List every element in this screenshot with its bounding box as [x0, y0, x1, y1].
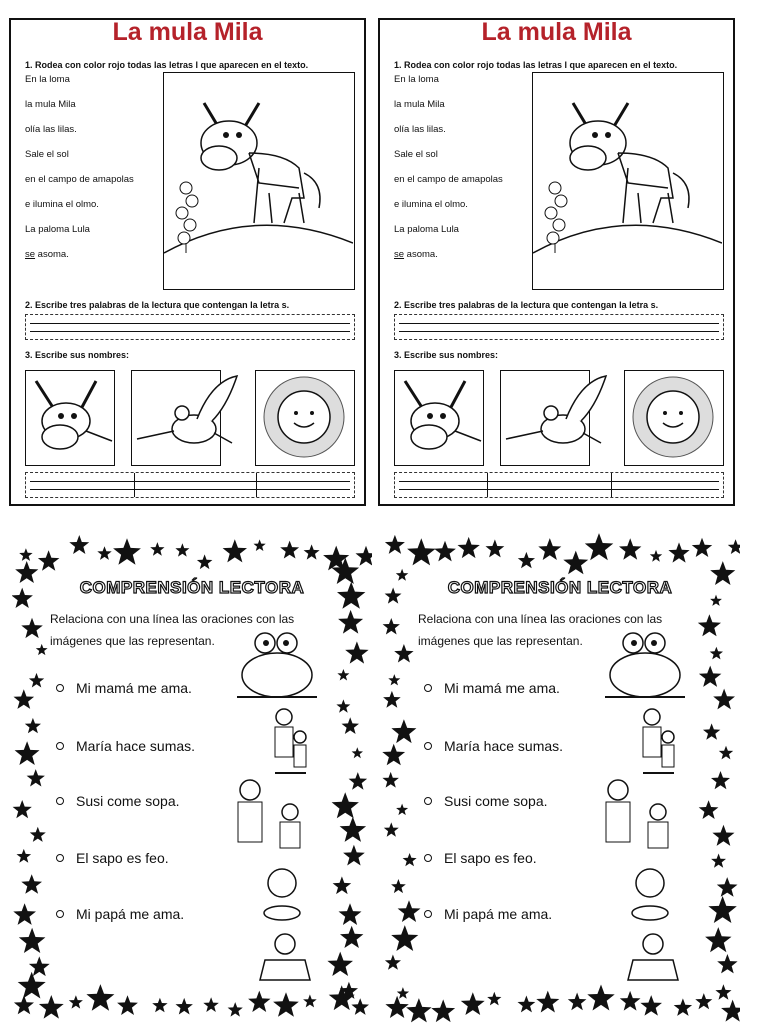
star-icon — [86, 984, 114, 1011]
star-icon — [337, 669, 349, 681]
star-icon — [29, 673, 44, 688]
connect-dot[interactable] — [424, 854, 432, 862]
text-line: Sale el sol — [25, 149, 69, 160]
text-line: Sale el sol — [394, 149, 438, 160]
star-icon — [345, 641, 368, 663]
star-icon — [640, 995, 662, 1016]
frog-icon — [232, 625, 322, 705]
star-icon — [518, 996, 536, 1013]
star-icon — [15, 741, 40, 765]
star-icon — [342, 717, 360, 734]
star-icon — [197, 554, 213, 569]
star-icon — [585, 533, 614, 560]
star-icon — [396, 804, 408, 816]
sentence-item[interactable] — [424, 738, 563, 754]
star-icon — [391, 925, 418, 951]
star-icon — [97, 546, 111, 560]
star-icon — [356, 546, 373, 566]
star-icon — [13, 800, 32, 818]
sentence-item[interactable] — [56, 680, 192, 696]
text-line: e ilumina el olmo. — [25, 199, 99, 210]
star-icon — [248, 991, 270, 1012]
star-icon — [391, 719, 416, 743]
star-icon — [650, 550, 662, 562]
sentence-text: María hace sumas. — [444, 738, 564, 754]
girl-eating-icon — [625, 865, 675, 925]
star-icon — [385, 996, 408, 1018]
star-icon — [339, 903, 362, 925]
sentence-item[interactable] — [424, 850, 537, 866]
answer-line[interactable] — [394, 314, 724, 340]
text-line: La paloma Lula — [25, 224, 90, 235]
sun-icon — [255, 370, 355, 466]
star-icon — [538, 538, 561, 560]
star-icon — [340, 926, 363, 948]
sentence-item[interactable] — [424, 906, 552, 922]
connect-dot[interactable] — [56, 910, 64, 918]
star-icon — [343, 845, 365, 866]
star-icon — [715, 984, 731, 999]
donkey-icon — [25, 370, 115, 466]
star-icon — [13, 903, 36, 925]
connect-dot[interactable] — [424, 742, 432, 750]
divider — [256, 473, 257, 497]
star-icon — [563, 551, 588, 575]
connect-dot[interactable] — [56, 742, 64, 750]
text-line: La paloma Lula — [394, 224, 459, 235]
star-icon — [487, 992, 501, 1006]
star-icon — [25, 718, 41, 733]
star-icon — [176, 998, 193, 1015]
star-icon — [21, 874, 42, 894]
text-line: la mula Mila — [25, 99, 76, 110]
question-3: 3. Escribe sus nombres: — [394, 350, 499, 360]
father-son-icon — [230, 768, 310, 858]
star-icon — [14, 995, 34, 1014]
star-icon — [717, 877, 738, 897]
star-icon — [150, 542, 164, 556]
text-line: en el campo de amapolas — [394, 174, 503, 185]
star-icon — [587, 985, 614, 1011]
dove-icon — [500, 370, 590, 466]
star-icon — [273, 992, 299, 1017]
star-icon — [568, 993, 587, 1011]
star-icon — [713, 689, 735, 710]
star-icon — [280, 541, 299, 559]
star-icon — [711, 854, 726, 868]
star-icon — [303, 994, 317, 1007]
star-icon — [340, 817, 367, 842]
star-icon — [336, 699, 350, 712]
worksheet-left — [9, 18, 366, 506]
star-icon — [18, 972, 46, 999]
worksheet-title: La mula Mila — [481, 18, 632, 46]
star-icon — [406, 998, 432, 1022]
text-line: En la loma — [394, 74, 439, 85]
divider — [611, 473, 612, 497]
question-1: 1. Rodea con color rojo todas las letras l que aparecen en el texto. — [394, 60, 678, 70]
star-icon — [708, 896, 736, 923]
star-icon — [391, 879, 406, 893]
girl-eating-icon — [257, 865, 307, 925]
sentence-text: María hace sumas. — [76, 738, 196, 754]
connect-dot[interactable] — [56, 684, 64, 692]
star-icon — [486, 539, 505, 557]
dove-icon — [131, 370, 221, 466]
reading-text — [394, 74, 503, 274]
star-icon — [27, 769, 45, 786]
star-icon — [668, 542, 689, 562]
text-line: olía las lilas. — [394, 124, 446, 135]
donkey-illustration — [163, 72, 355, 290]
star-icon — [398, 900, 421, 922]
star-icon — [712, 825, 734, 846]
star-icon — [458, 537, 480, 558]
answer-line[interactable] — [25, 314, 355, 340]
comprension-card-left — [12, 530, 372, 1024]
sentence-item[interactable] — [424, 793, 548, 809]
star-icon — [394, 644, 413, 663]
star-icon — [383, 691, 401, 708]
sentence-item[interactable] — [56, 906, 184, 922]
star-icon — [38, 550, 60, 570]
star-icon — [113, 538, 141, 564]
star-icon — [352, 747, 363, 758]
star-icon — [728, 539, 740, 554]
underlined-word: se — [394, 249, 405, 260]
frog-icon — [600, 625, 690, 705]
star-icon — [203, 997, 219, 1012]
star-icon — [674, 998, 692, 1016]
underlined-word: se — [25, 249, 36, 260]
connect-dot[interactable] — [424, 797, 432, 805]
connect-dot[interactable] — [56, 854, 64, 862]
star-icon — [536, 991, 559, 1013]
comprension-card-right — [380, 530, 740, 1024]
star-icon — [382, 744, 405, 766]
star-icon — [721, 1000, 740, 1022]
comprension-title: COMPRENSIÓN LECTORA — [447, 578, 673, 597]
connect-dot[interactable] — [424, 910, 432, 918]
question-3: 3. Escribe sus nombres: — [25, 350, 130, 360]
divider — [134, 473, 135, 497]
star-icon — [385, 955, 401, 970]
star-icon — [117, 995, 138, 1015]
star-icon — [431, 999, 455, 1022]
star-icon — [719, 746, 733, 760]
star-icon — [619, 538, 641, 559]
reading-text — [25, 74, 134, 274]
instruction: Relaciona con una línea las oraciones con las imágenes que las representan. — [50, 612, 295, 648]
star-icon — [620, 991, 641, 1011]
star-icon — [304, 544, 320, 559]
star-icon — [351, 998, 369, 1015]
sentence-text: Mi papá me ama. — [76, 906, 185, 922]
star-icon — [14, 689, 35, 709]
divider — [487, 473, 488, 497]
text-line: en el campo de amapolas — [25, 174, 134, 185]
text-line — [25, 249, 134, 274]
star-icon — [223, 539, 247, 562]
worksheet-right — [378, 18, 735, 506]
star-icon — [333, 876, 352, 894]
star-icon — [518, 552, 535, 568]
star-icon — [19, 548, 32, 561]
sentence-item[interactable] — [424, 680, 560, 696]
question-1: 1. Rodea con color rojo todas las letras l que aparecen en el texto. — [25, 60, 309, 70]
text-line: En la loma — [25, 74, 70, 85]
star-icon — [695, 993, 712, 1009]
star-icon — [388, 674, 400, 685]
connect-dot[interactable] — [56, 797, 64, 805]
star-icon — [699, 800, 719, 819]
star-icon — [17, 849, 32, 863]
star-icon — [434, 541, 456, 562]
star-icon — [397, 987, 409, 999]
star-icon — [69, 535, 89, 554]
star-icon — [384, 822, 399, 836]
star-icon — [705, 927, 731, 952]
question-2: 2. Escribe tres palabras de la lectura que contengan la letra s. — [25, 300, 290, 310]
sentence-text: Mi papá me ama. — [444, 906, 553, 922]
girl-writing-icon — [618, 930, 688, 990]
star-icon — [382, 772, 399, 788]
donkey-illustration — [532, 72, 724, 290]
sentence-text: Susi come sopa. — [76, 793, 180, 809]
star-icon — [385, 535, 405, 554]
star-icon — [39, 995, 64, 1019]
star-icon — [69, 995, 83, 1008]
star-icon — [152, 998, 167, 1013]
instruction: Relaciona con una línea las oraciones con las imágenes que las representan. — [418, 612, 663, 648]
father-son-icon — [598, 768, 678, 858]
sentence-text: Mi mamá me ama. — [76, 680, 192, 696]
star-icon — [338, 610, 363, 634]
comprension-title: COMPRENSIÓN LECTORA — [79, 578, 305, 597]
star-icon — [710, 647, 723, 660]
star-icon — [699, 666, 722, 687]
star-icon — [711, 771, 730, 789]
sentence-item[interactable] — [56, 738, 195, 754]
star-icon — [349, 772, 368, 790]
star-icon — [19, 928, 46, 953]
donkey-icon — [394, 370, 484, 466]
text-line: e ilumina el olmo. — [394, 199, 468, 210]
sentence-text: El sapo es feo. — [444, 850, 537, 866]
star-icon — [407, 538, 436, 565]
names-answer-line[interactable] — [394, 472, 724, 498]
text-line-rest: asoma. — [404, 249, 438, 260]
sentence-text: Susi come sopa. — [444, 793, 548, 809]
sentence-text: Mi mamá me ama. — [444, 680, 560, 696]
star-icon — [36, 644, 48, 655]
text-line — [394, 249, 503, 274]
text-line: olía las lilas. — [25, 124, 77, 135]
connect-dot[interactable] — [424, 684, 432, 692]
star-icon — [717, 954, 737, 973]
star-icon — [175, 543, 189, 556]
names-answer-line[interactable] — [25, 472, 355, 498]
worksheet-title: La mula Mila — [112, 18, 263, 46]
star-icon — [327, 952, 353, 976]
star-icon — [383, 618, 400, 635]
star-icon — [461, 992, 485, 1015]
star-icon — [703, 723, 720, 739]
star-icon — [254, 539, 266, 551]
star-icon — [332, 792, 359, 818]
sun-icon — [624, 370, 724, 466]
text-line: la mula Mila — [394, 99, 445, 110]
text-line-rest: asoma. — [35, 249, 69, 260]
sentence-text: El sapo es feo. — [76, 850, 169, 866]
star-icon — [21, 618, 43, 638]
star-icon — [692, 538, 712, 557]
sentence-item[interactable] — [56, 793, 180, 809]
question-2: 2. Escribe tres palabras de la lectura que contengan la letra s. — [394, 300, 659, 310]
girl-writing-icon — [250, 930, 320, 990]
star-icon — [30, 827, 46, 842]
star-icon — [228, 1002, 243, 1017]
sentence-item[interactable] — [56, 850, 169, 866]
star-icon — [403, 853, 417, 866]
